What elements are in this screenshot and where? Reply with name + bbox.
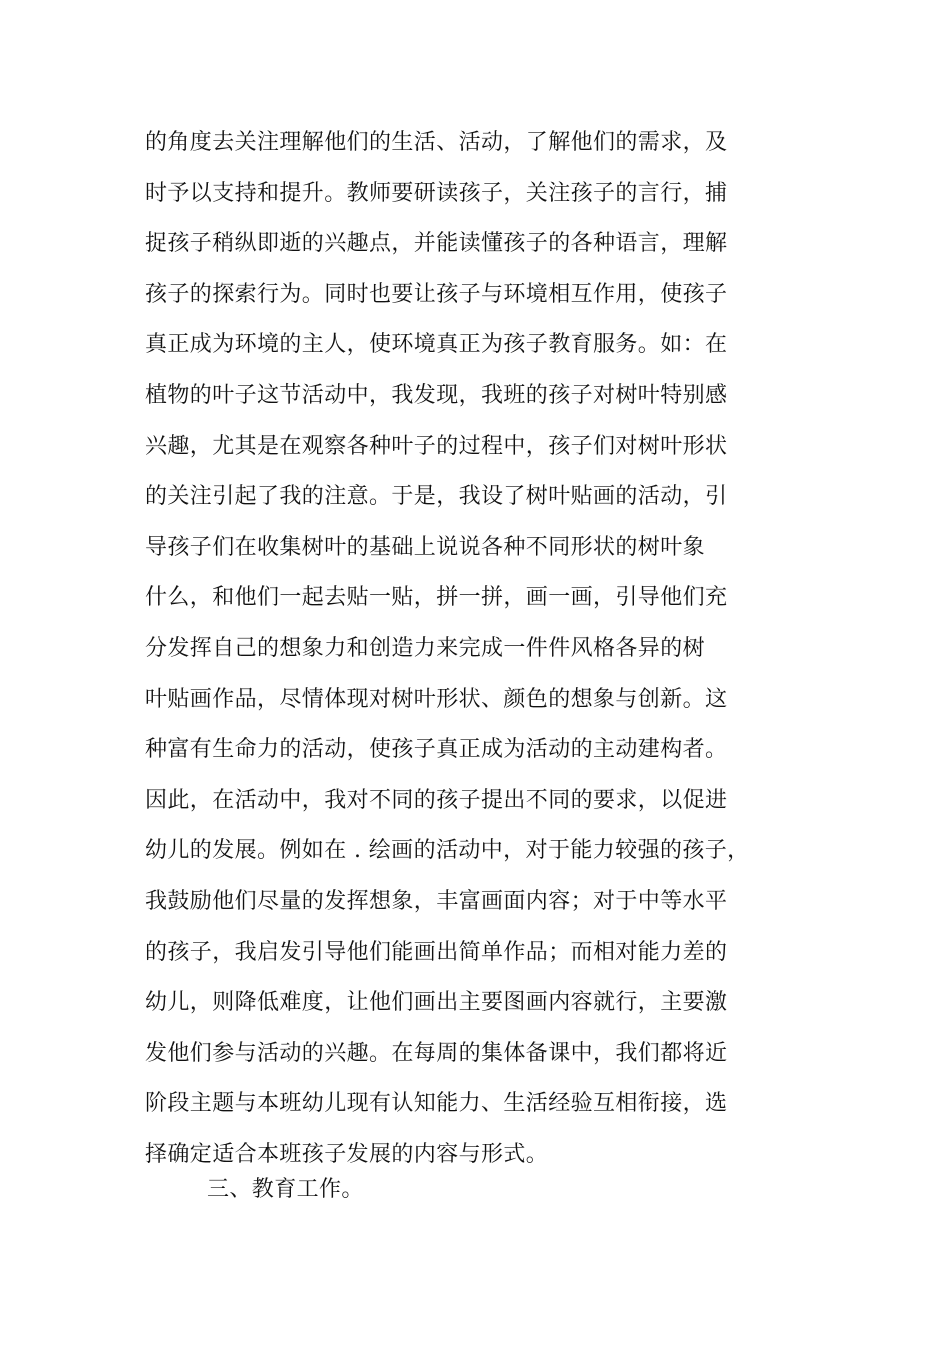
text-line: 我鼓励他们尽量的发挥想象，丰富画面内容；对于中等水平 (145, 888, 728, 914)
text-line: 幼儿，则降低难度，让他们画出主要图画内容就行，主要激 (145, 990, 728, 1016)
text-line: 真正成为环境的主人，使环境真正为孩子教育服务。如：在 (145, 332, 728, 358)
text-line: 植物的叶子这节活动中，我发现，我班的孩子对树叶特别感 (145, 382, 728, 408)
text-line: 叶贴画作品，尽情体现对树叶形状、颜色的想象与创新。这 (145, 686, 728, 712)
text-line: 幼儿的发展。例如在 . 绘画的活动中，对于能力较强的孩子， (145, 838, 750, 864)
text-line: 分发挥自己的想象力和创造力来完成一件件风格各异的树 (145, 635, 706, 661)
text-line: 因此，在活动中，我对不同的孩子提出不同的要求，以促进 (145, 787, 728, 813)
text-line: 的孩子，我启发引导他们能画出简单作品；而相对能力差的 (145, 939, 728, 965)
text-line: 择确定适合本班孩子发展的内容与形式。 (145, 1141, 549, 1167)
text-line: 发他们参与活动的兴趣。在每周的集体备课中，我们都将近 (145, 1040, 728, 1066)
text-line: 阶段主题与本班幼儿现有认知能力、生活经验互相衔接，选 (145, 1091, 728, 1117)
text-line: 什么，和他们一起去贴一贴，拼一拼，画一画，引导他们充 (145, 585, 728, 611)
text-line: 导孩子们在收集树叶的基础上说说各种不同形状的树叶象 (145, 534, 706, 560)
body-paragraph (145, 118, 785, 1180)
text-line: 的关注引起了我的注意。于是，我设了树叶贴画的活动，引 (145, 484, 728, 510)
text-line: 捉孩子稍纵即逝的兴趣点，并能读懂孩子的各种语言，理解 (145, 231, 728, 257)
section-heading: 三、教育工作。 (207, 1177, 364, 1202)
text-line: 孩子的探索行为。同时也要让孩子与环境相互作用，使孩子 (145, 281, 728, 307)
text-line: 的角度去关注理解他们的生活、活动，了解他们的需求，及 (145, 130, 728, 155)
text-line: 种富有生命力的活动，使孩子真正成为活动的主动建构者。 (145, 737, 728, 763)
text-line: 兴趣，尤其是在观察各种叶子的过程中，孩子们对树叶形状 (145, 433, 728, 459)
text-line: 时予以支持和提升。教师要研读孩子，关注孩子的言行，捕 (145, 180, 728, 206)
